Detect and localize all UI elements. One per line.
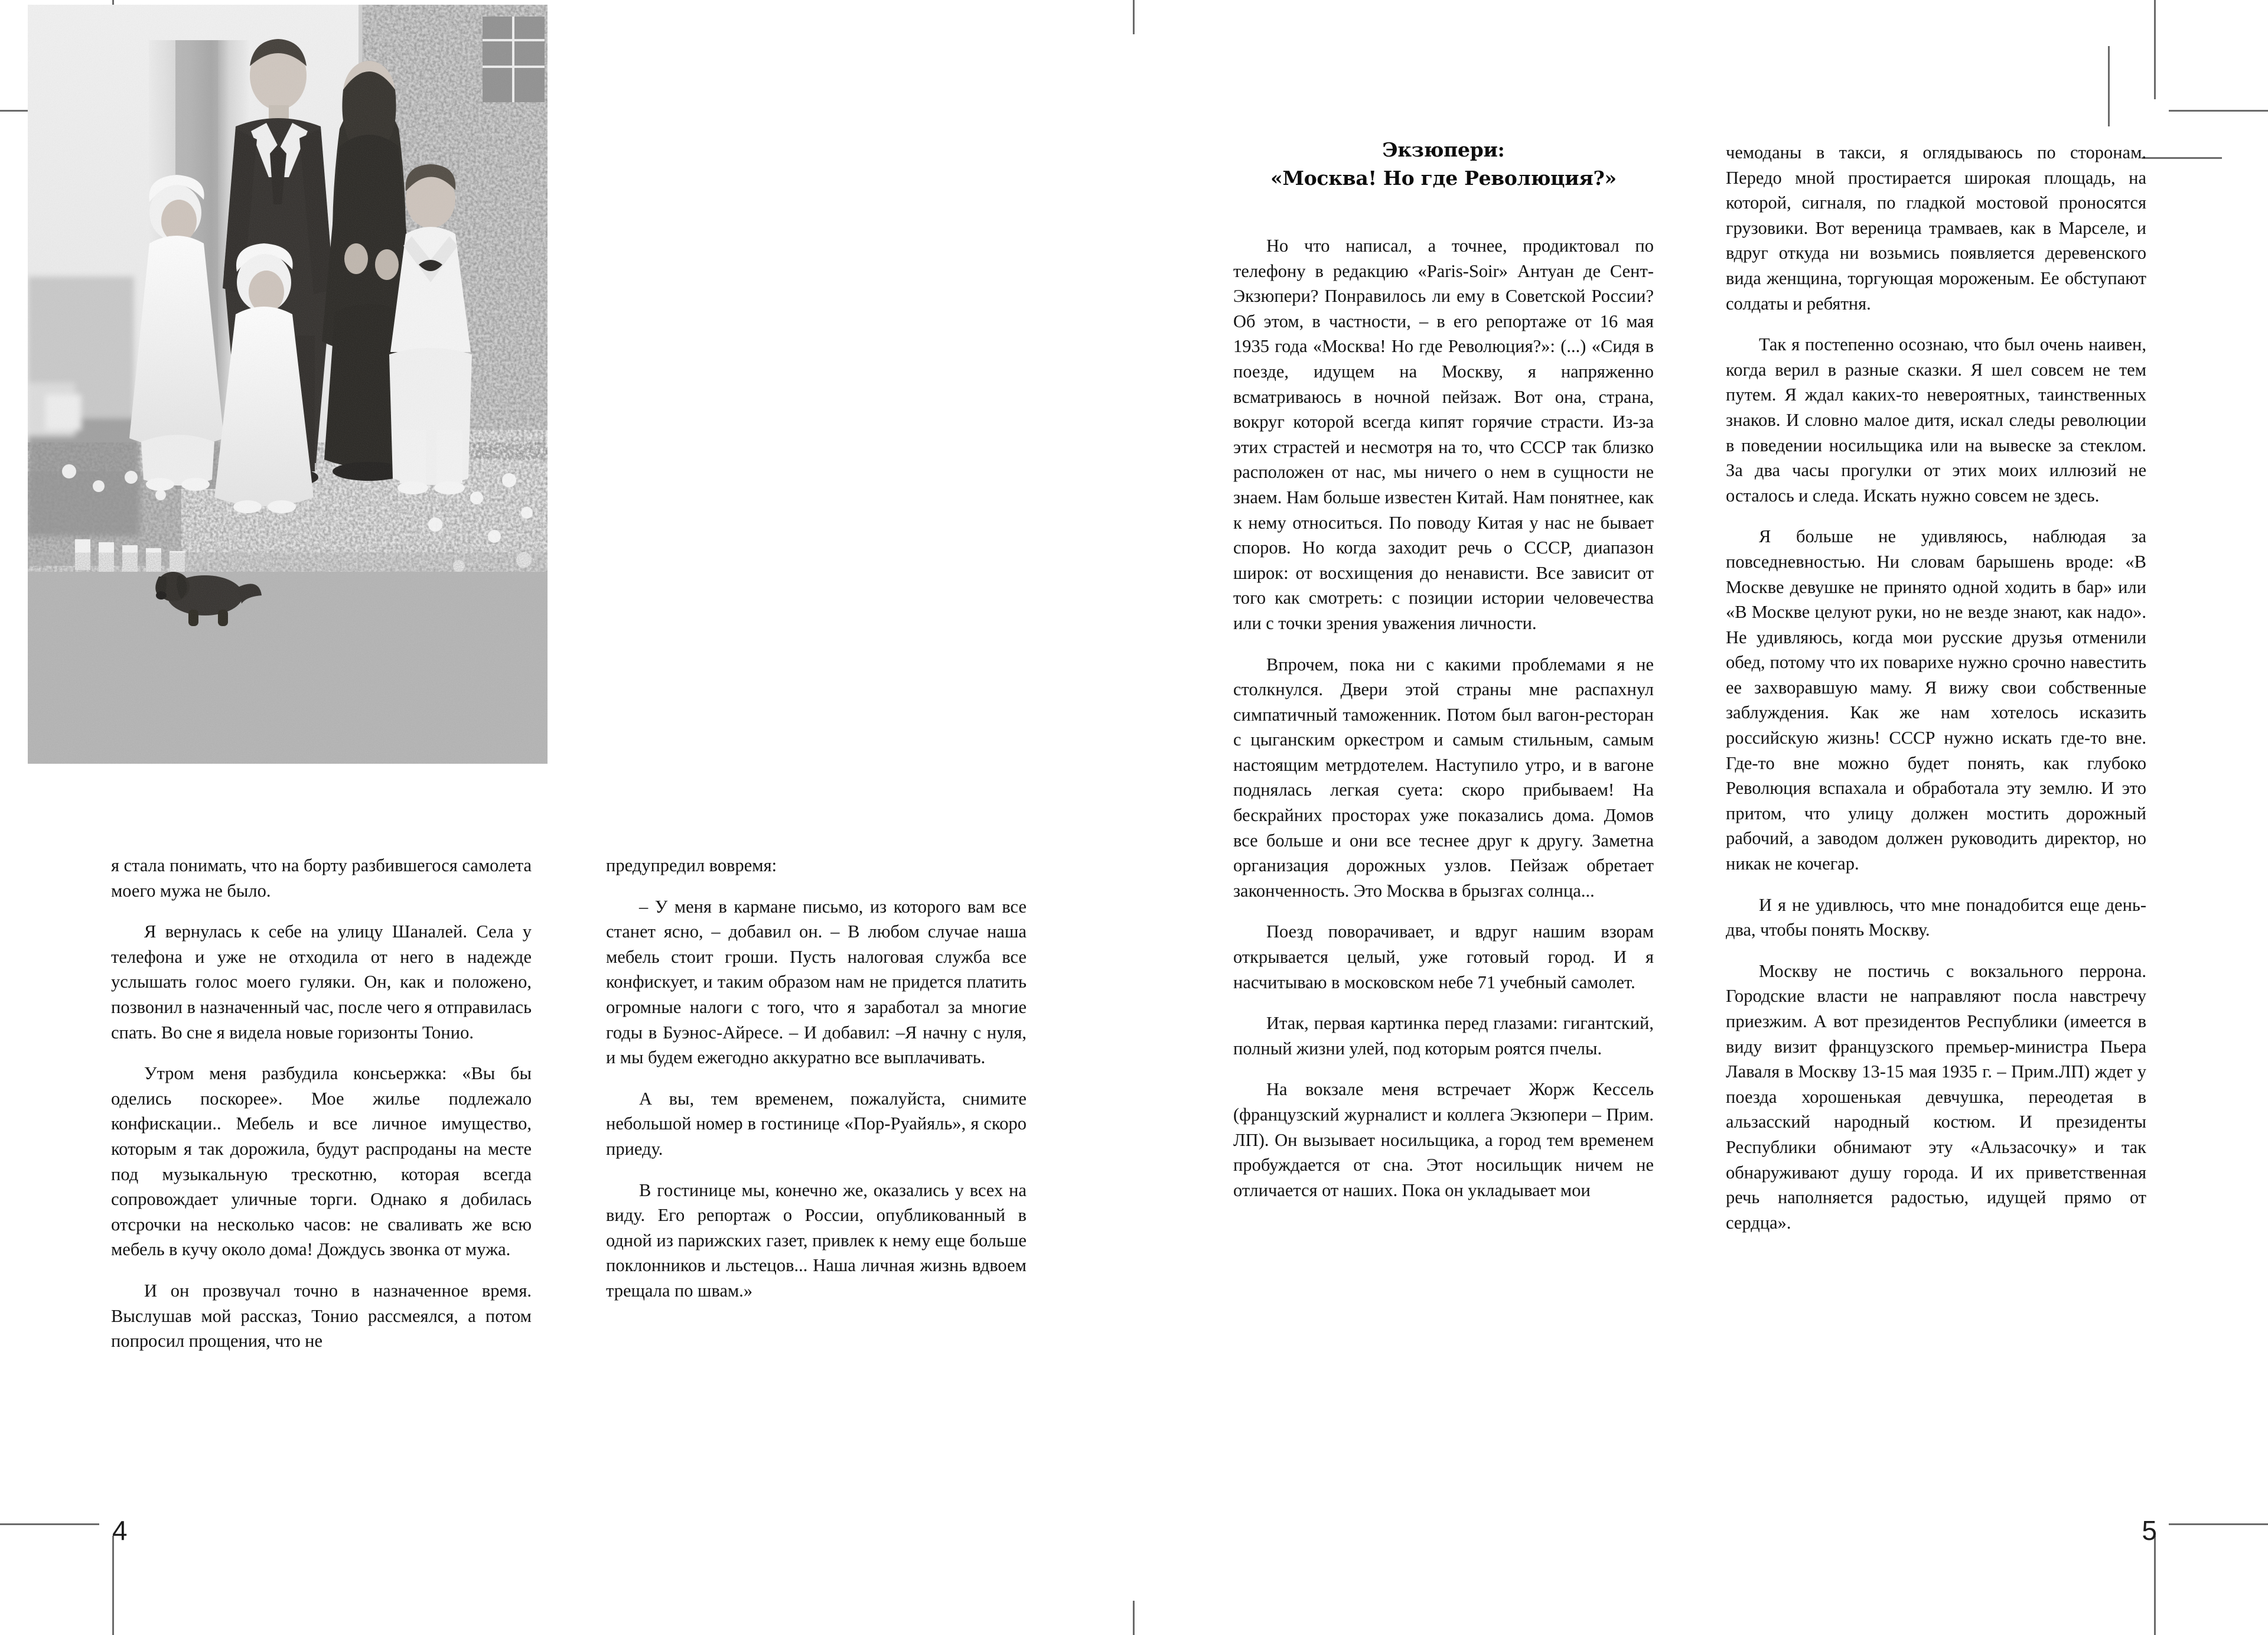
paragraph: И он прозвучал точно в назначенное время. Выслушав мой рассказ, Тонио рассмеялся, а потом попросил прощения, что не [111,1280,532,1351]
paragraph: предупредил вовремя: [606,855,777,875]
text-column-4 [1726,140,2146,1235]
paragraph: Но что написал, а точнее, продиктовал по телефону в редакцию «Paris-Soir» Антуан де Сент-Экзюпери? Понравилось ли ему в Советской России? Об этом, в частности, – в его репортаже от 16 мая 1935 года «Москва! Но где Революция?»: (...) «Сидя в поезде, идущем на Москву, я напряженно всматриваюсь в ночной пейзаж. Вот она, страна, вокруг которой всегда кипят горячие страсти. Из-за этих страстей и несмотря на то, что СССР так близко расположен от нас, мы ничего о нем в сущности не знаем. Нам больше известен Китай. Нам понятнее, как к нему относиться. По поводу Китая у нас не бывает споров. Но когда заходит речь о СССР, диапазон широк: от восхищения до ненависти. Все зависит от того как смотреть: с позиции истории человечества или с точки зрения уважения личности. [1233,236,1654,633]
paragraph: я стала понимать, что на борту разбившегося самолета моего мужа не было. [111,855,532,901]
paragraph: Впрочем, пока ни с какими проблемами я не столкнулся. Двери этой страны мне распахнул симпатичный таможенник. Потом был вагон-ресторан с цыганским оркестром и самым стильным, самым настоящим метрдотелем. Наступило утро, и в вагоне поднялась легкая суета: скоро прибываем! На бескрайних просторах уже показались дома. Домов все больше и они все теснее друг к другу. Заметна организация дорожных узлов. Пейзаж обретает законченность. Это Москва в брызгах солнца... [1233,654,1654,901]
paragraph: Москву не постичь с вокзального перрона. Городские власти не направляют посла навстречу приезжим. А вот президентов Республики (имеется в виду визит французского премьер-министра Пьера Лаваля в Москву 13-15 мая 1935 г. – Прим.ЛП) ждет у поезда хорошенькая девчушка, переодетая в альзасский народный костюм. И президенты Республики обнимают эту «Альзасочку» и так обнаруживают душу города. И их приветственная речь наполняется радостью, идущей прямо от сердца». [1726,960,2146,1233]
paragraph: – У меня в кармане письмо, из которого вам все станет ясно, – добавил он. – В любом случае наша мебель стоит гроши. Пусть налоговая служба все конфискует, и таким образом нам не придется платить огромные налоги с того, что я заработал за многие годы в Буэнос-Айресе. – И добавил: –Я начну с нуля, и мы будем ежегодно аккуратно все выплачивать. [606,896,1027,1068]
paragraph: чемоданы в такси, я оглядываюсь по сторонам. Передо мной простирается широкая площадь, на которой, сигналя, по гладкой мостовой проносятся грузовики. Вот вереница трамваев, как в Марселе, и вдруг откуда ни возьмись появляется деревенского вида женщина, торгующая мороженым. Ее обступают солдаты и ребятня. [1726,142,2146,314]
page-number-left: 4 [112,1515,128,1546]
text-column-3 [1233,233,1654,1203]
paragraph: Я вернулась к себе на улицу Шаналей. Села у телефона и уже не отходила от него в надежде услышать голос моего гуляки. Он, как и положено, позвонил в назначенный час, после чего я отправилась спать. Во сне я видела новые горизонты Тонио. [111,921,532,1043]
article-heading [1233,136,1654,193]
article-heading-line-2: «Москва! Но где Революция?» [1270,167,1617,190]
article-heading-line-1: Экзюпери: [1382,138,1505,161]
paragraph: Так я постепенно осознаю, что был очень наивен, когда верил в разные сказки. Я шел совсем не тем путем. Я ждал каких-то невероятных, таинственных знаков. И словно малое дитя, искал следы революции в поведении носильщика или на вывеске за стеклом. За два часы прогулки от этих моих иллюзий не осталось и следа. Искать нужно совсем не здесь. [1726,334,2146,506]
page-number-right: 5 [2142,1515,2157,1546]
paragraph: Я больше не удивляюсь, наблюдая за повседневностью. Ни словам барышень вроде: «В Москве девушке не принято одной ходить в бар» или «В Москве целуют руки, но не везде знают, как надо». Не удивляюсь, когда мои русские друзья отменили обед, потому что их поварихе нужно срочно навестить ее захворавшую маму. Я вижу свои собственные заблуждения. Как же нам хотелось исказить российскую жизнь! СССР нужно искать где-то вне. Где-то вне можно будет понять, как глубоко Революция вспахала и обработала эту землю. И это притом, что улицу должен мостить дорожный рабочий, а заводом должен руководить директор, но никак не кочегар. [1726,526,2146,874]
paragraph: Поезд поворачивает, и вдруг нашим взорам открывается целый, уже готовый город. И я насчитываю в московском небе 71 учебный самолет. [1233,921,1654,992]
paragraph: Утром меня разбудила консьержка: «Вы бы оделись поскорее». Мое жилье подлежало конфискации.. Мебель и все личное имущество, которым я так дорожила, будут распроданы на месте под музыкальную трескотню, которая всегда сопровождает уличные торги. Однако я добилась отсрочки на несколько часов: не сваливать же всю мебель в кучу около дома! Дождусь звонка от мужа. [111,1063,532,1260]
paragraph: А вы, тем временем, пожалуйста, снимите небольшой номер в гостинице «Пор-Руайяль», я скоро приеду. [606,1088,1027,1159]
paragraph: И я не удивлюсь, что мне понадобится еще день-два, чтобы понять Москву. [1726,894,2146,940]
text-column-2 [606,853,1027,1304]
paragraph: На вокзале меня встречает Жорж Кессель (французский журналист и коллега Экзюпери – Прим. ЛП). Он вызывает носильщика, а город тем временем пробуждается от сна. Этот носильщик ничем не отличается от наших. Пока он укладывает мои [1233,1079,1654,1200]
paragraph: В гостинице мы, конечно же, оказались у всех на виду. Его репортаж о России, опубликованный в одной из парижских газет, привлек к нему еще больше поклонников и льстецов... Наша личная жизнь вдвоем трещала по швам.» [606,1180,1027,1301]
text-column-1 [111,853,532,1354]
paragraph: Итак, первая картинка перед глазами: гигантский, полный жизни улей, под которым роятся пчелы. [1233,1013,1654,1058]
